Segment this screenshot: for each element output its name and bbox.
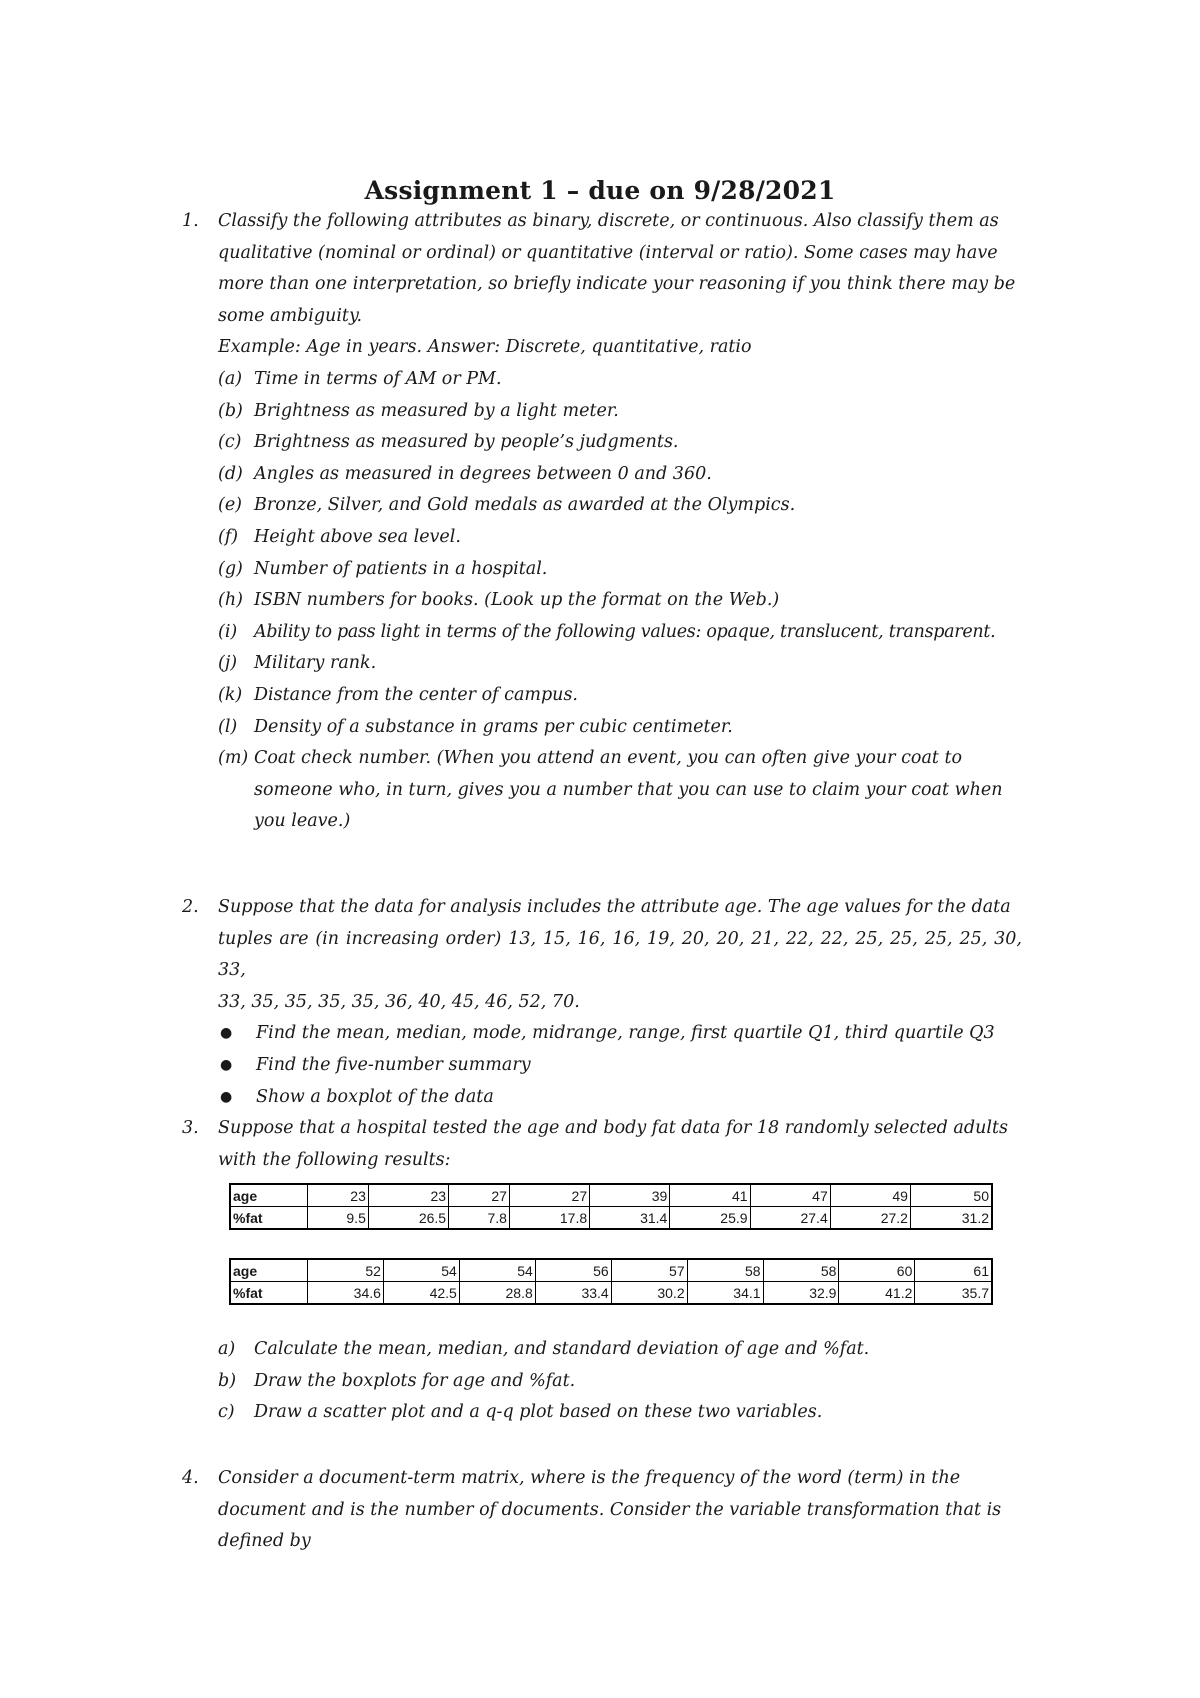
table-cell: 34.1 [687, 1282, 763, 1305]
table-cell: 34.6 [308, 1282, 384, 1305]
item-label: (d) [218, 463, 243, 484]
question-3-items [182, 1334, 1022, 1429]
table-cell: 25.9 [670, 1207, 750, 1230]
table-cell: 41.2 [839, 1282, 915, 1305]
table-row [230, 1207, 992, 1230]
assignment-title: Assignment 1 – due on 9/28/2021 [364, 176, 836, 205]
item-label: (f) [218, 526, 239, 547]
table-cell: 27.2 [830, 1207, 910, 1230]
item-label: b) [218, 1370, 237, 1391]
table-cell: 54 [459, 1259, 535, 1282]
item-text: Density of a substance in grams per cubic centimeter. [254, 716, 733, 737]
item-text: someone who, in turn, gives you a number that you can use to claim your coat when [254, 779, 1003, 800]
item-label: (j) [218, 653, 238, 674]
table-cell: 31.4 [590, 1207, 670, 1230]
q4-line: defined by [218, 1531, 311, 1552]
q3-line: with the following results: [218, 1149, 451, 1170]
table-cell: 9.5 [308, 1207, 369, 1230]
question-4 [182, 1463, 1022, 1558]
table-cell: 49 [830, 1184, 910, 1207]
bullet-text: Find the mean, median, mode, midrange, range, first quartile Q1, third quartile Q3 [256, 1023, 995, 1044]
item-text: Time in terms of AM or PM. [254, 368, 502, 389]
table-cell: 7.8 [449, 1207, 510, 1230]
table-cell: 27 [509, 1184, 589, 1207]
list-item [218, 364, 1022, 396]
table-cell: 17.8 [509, 1207, 589, 1230]
table-cell: 31.2 [910, 1207, 992, 1230]
data-table-2 [229, 1258, 993, 1305]
list-item [218, 1366, 1022, 1398]
item-label: (i) [218, 621, 238, 642]
bullet-text: Show a boxplot of the data [256, 1086, 494, 1107]
item-text: Height above sea level. [254, 526, 461, 547]
table-cell: 23 [308, 1184, 369, 1207]
table-row [230, 1184, 992, 1207]
bullet-icon: ● [220, 1088, 233, 1105]
table-cell: 27 [449, 1184, 510, 1207]
table-cell: 41 [670, 1184, 750, 1207]
bullet-item [218, 1050, 1022, 1082]
list-item [218, 459, 1022, 491]
question-number: 2. [182, 897, 199, 917]
q1-intro-line: Classify the following attributes as binary, discrete, or continuous. Also classify them as [218, 211, 999, 231]
bullet-item [218, 1018, 1022, 1050]
table-cell: 58 [687, 1259, 763, 1282]
table-cell: 35.7 [915, 1282, 992, 1305]
table-cell: 50 [910, 1184, 992, 1207]
table-cell: 28.8 [459, 1282, 535, 1305]
item-label: (h) [218, 590, 243, 611]
table-row [230, 1282, 992, 1305]
bullet-icon: ● [220, 1056, 233, 1073]
item-label: (c) [218, 432, 242, 453]
list-item [218, 554, 1022, 586]
table-cell: 33.4 [535, 1282, 611, 1305]
item-text: Ability to pass light in terms of the following values: opaque, translucent, transparent. [254, 621, 996, 642]
table-cell: 39 [590, 1184, 670, 1207]
q2-line: Suppose that the data for analysis includes the attribute age. The age values for the data [218, 897, 1011, 917]
question-1 [182, 206, 1022, 838]
q1-example: Example: Age in years. Answer: Discrete, quantitative, ratio [218, 337, 752, 358]
q1-intro-line: more than one interpretation, so briefly indicate your reasoning if you think there may be [218, 274, 1016, 295]
row-header: %fat [230, 1207, 308, 1230]
table-cell: 47 [750, 1184, 830, 1207]
q3-line: Suppose that a hospital tested the age and body fat data for 18 randomly selected adults [218, 1118, 1008, 1138]
row-header: age [230, 1184, 308, 1207]
q1-intro-line: qualitative (nominal or ordinal) or quantitative (interval or ratio). Some cases may have [218, 242, 998, 263]
list-item [218, 712, 1022, 744]
item-text: Military rank. [254, 653, 377, 674]
table-cell: 58 [763, 1259, 839, 1282]
item-text: Brightness as measured by people’s judgments. [254, 432, 679, 453]
table-cell: 27.4 [750, 1207, 830, 1230]
item-text: Coat check number. (When you attend an event, you can often give your coat to [254, 748, 963, 769]
list-item [218, 585, 1022, 617]
table-cell: 30.2 [611, 1282, 687, 1305]
q4-line: Consider a document-term matrix, where is the frequency of the word (term) in the [218, 1468, 961, 1488]
table-cell: 61 [915, 1259, 992, 1282]
item-label: (m) [218, 748, 249, 769]
q4-line: document and is the number of documents. Consider the variable transformation that is [218, 1499, 1002, 1520]
table-cell: 52 [308, 1259, 384, 1282]
list-item [218, 522, 1022, 554]
question-2 [182, 892, 1022, 1113]
item-text: Angles as measured in degrees between 0 and 360. [254, 463, 712, 484]
item-label: a) [218, 1339, 236, 1359]
item-label: (a) [218, 368, 243, 389]
item-text: Brightness as measured by a light meter. [254, 400, 619, 421]
item-text: Distance from the center of campus. [254, 684, 578, 705]
item-label: (e) [218, 495, 243, 516]
item-label: (b) [218, 400, 243, 421]
table-cell: 42.5 [383, 1282, 459, 1305]
item-label: c) [218, 1402, 235, 1423]
q2-line: tuples are (in increasing order) 13, 15, 16, 16, 19, 20, 20, 21, 22, 22, 25, 25, 25, 25, 30, 33, [218, 928, 1022, 981]
table-row [230, 1259, 992, 1282]
list-item [218, 617, 1022, 649]
list-item [218, 396, 1022, 428]
list-item [218, 427, 1022, 459]
list-item [218, 1334, 1022, 1366]
table-cell: 23 [368, 1184, 448, 1207]
table-cell: 26.5 [368, 1207, 448, 1230]
bullet-text: Find the five-number summary [256, 1054, 531, 1075]
table-cell: 54 [383, 1259, 459, 1282]
table-cell: 57 [611, 1259, 687, 1282]
item-text: Bronze, Silver, and Gold medals as awarded at the Olympics. [254, 495, 796, 516]
question-number: 1. [182, 211, 199, 231]
item-text: you leave.) [254, 811, 351, 832]
bullet-icon: ● [220, 1025, 233, 1042]
question-3 [182, 1113, 1022, 1176]
item-text: ISBN numbers for books. (Look up the format on the Web.) [254, 590, 780, 611]
list-item [218, 743, 1022, 838]
data-table-1 [229, 1183, 993, 1230]
table-cell: 32.9 [763, 1282, 839, 1305]
question-number: 4. [182, 1468, 199, 1488]
item-text: Calculate the mean, median, and standard deviation of age and %fat. [254, 1339, 870, 1359]
q1-intro-line: some ambiguity. [218, 305, 363, 326]
item-text: Draw the boxplots for age and %fat. [254, 1370, 576, 1391]
list-item [218, 648, 1022, 680]
row-header: age [230, 1259, 308, 1282]
item-label: (l) [218, 716, 238, 737]
table-cell: 56 [535, 1259, 611, 1282]
item-label: (g) [218, 558, 243, 579]
table-cell: 60 [839, 1259, 915, 1282]
item-text: Draw a scatter plot and a q-q plot based on these two variables. [254, 1402, 823, 1423]
q2-line: 33, 35, 35, 35, 35, 36, 40, 45, 46, 52, 70. [218, 991, 580, 1012]
row-header: %fat [230, 1282, 308, 1305]
list-item [218, 680, 1022, 712]
item-text: Number of patients in a hospital. [254, 558, 548, 579]
list-item [218, 490, 1022, 522]
item-label: (k) [218, 684, 243, 705]
question-number: 3. [182, 1118, 199, 1138]
bullet-item [218, 1082, 1022, 1114]
list-item [218, 1397, 1022, 1429]
